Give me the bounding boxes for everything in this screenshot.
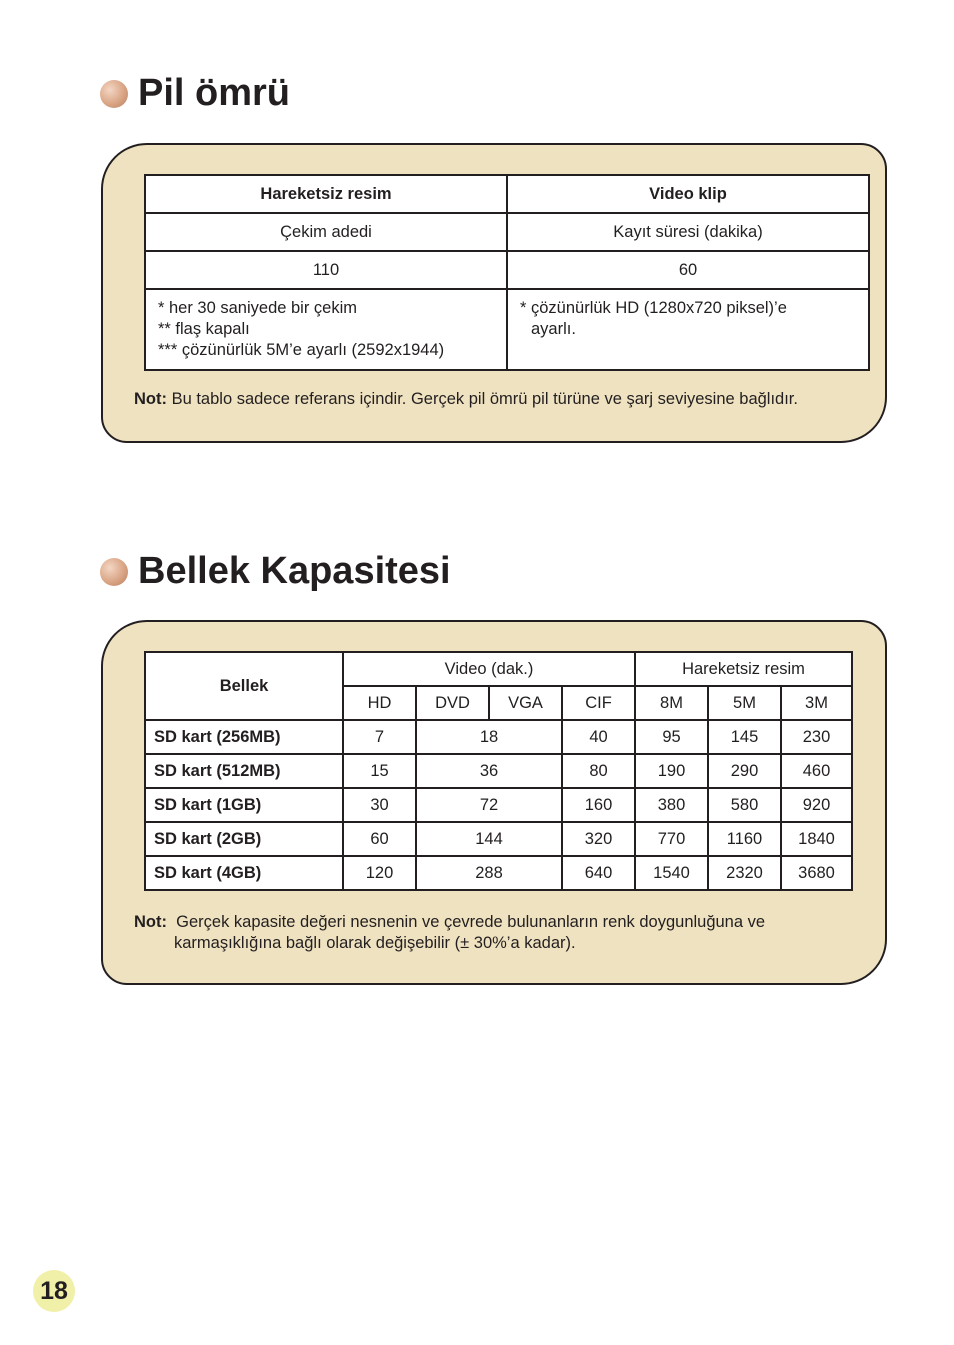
subheader-dvd: DVD [416,686,489,720]
battery-col2-notes [507,289,869,370]
memory-title: Bellek Kapasitesi [138,550,451,592]
cell-8m: 95 [635,720,708,754]
video-header: Video (dak.) [343,652,635,686]
row-label: SD kart (256MB) [145,720,343,754]
cell-dvd-vga: 144 [416,822,562,856]
battery-col1-value: 110 [145,251,507,289]
battery-col2-sub: Kayıt süresi (dakika) [507,213,869,251]
memory-header: Bellek [145,652,343,720]
row-label: SD kart (2GB) [145,822,343,856]
battery-col1-sub: Çekim adedi [145,213,507,251]
cell-dvd-vga: 36 [416,754,562,788]
cell-dvd-vga: 18 [416,720,562,754]
cell-dvd-vga: 72 [416,788,562,822]
table-row [145,175,869,213]
battery-col1-header: Hareketsiz resim [145,175,507,213]
cell-5m: 145 [708,720,781,754]
battery-col2-header: Video klip [507,175,869,213]
table-row [145,652,852,686]
battery-col1-notes [145,289,507,370]
cell-cif: 320 [562,822,635,856]
note-line: ayarlı. [531,320,576,338]
note-line: * her 30 saniyede bir çekim [158,299,358,317]
subheader-3m: 3M [781,686,852,720]
subheader-vga: VGA [489,686,562,720]
cell-hd: 15 [343,754,416,788]
cell-hd: 7 [343,720,416,754]
battery-title: Pil ömrü [138,72,291,114]
note-line: * çözünürlük HD (1280x720 piksel)’e [520,299,787,317]
cell-hd: 30 [343,788,416,822]
subheader-hd: HD [343,686,416,720]
cell-cif: 640 [562,856,635,890]
cell-5m: 290 [708,754,781,788]
row-label: SD kart (4GB) [145,856,343,890]
cell-5m: 1160 [708,822,781,856]
cell-8m: 380 [635,788,708,822]
battery-panel [101,143,887,443]
cell-3m: 230 [781,720,852,754]
row-label: SD kart (512MB) [145,754,343,788]
note-label: Not: [134,913,167,931]
note-line: *** çözünürlük 5M’e ayarlı (2592x1944) [158,341,445,359]
table-row [145,788,852,822]
note-label: Not: [134,390,167,408]
bullet-icon [100,558,128,586]
cell-hd: 60 [343,822,416,856]
cell-3m: 460 [781,754,852,788]
subheader-8m: 8M [635,686,708,720]
cell-5m: 580 [708,788,781,822]
cell-8m: 1540 [635,856,708,890]
subheader-cif: CIF [562,686,635,720]
memory-heading [100,550,451,593]
cell-dvd-vga: 288 [416,856,562,890]
cell-3m: 3680 [781,856,852,890]
note-line: ** flaş kapalı [158,320,250,338]
battery-note [134,389,798,410]
memory-note [134,912,765,954]
table-row [145,289,869,370]
table-row [145,856,852,890]
memory-table [144,651,853,891]
table-row [145,754,852,788]
battery-table [144,174,870,371]
battery-heading [100,72,290,115]
bullet-icon [100,80,128,108]
table-row [145,213,869,251]
cell-3m: 920 [781,788,852,822]
cell-3m: 1840 [781,822,852,856]
cell-cif: 160 [562,788,635,822]
cell-hd: 120 [343,856,416,890]
memory-panel [101,620,887,985]
page-number [33,1270,75,1312]
cell-cif: 40 [562,720,635,754]
cell-cif: 80 [562,754,635,788]
note-text: Gerçek kapasite değeri nesnenin ve çevrede bulunanların renk doygunluğuna ve [176,913,766,931]
note-text: karmaşıklığına bağlı olarak değişebilir (± 30%’a kadar). [174,934,576,952]
note-text: Bu tablo sadece referans içindir. Gerçek pil ömrü pil türüne ve şarj seviyesine bağlıdır. [171,390,798,408]
row-label: SD kart (1GB) [145,788,343,822]
battery-col2-value: 60 [507,251,869,289]
cell-5m: 2320 [708,856,781,890]
table-row [145,822,852,856]
subheader-5m: 5M [708,686,781,720]
table-row [145,720,852,754]
cell-8m: 770 [635,822,708,856]
page-number-text: 18 [40,1276,68,1305]
cell-8m: 190 [635,754,708,788]
table-row [145,251,869,289]
still-header: Hareketsiz resim [635,652,852,686]
